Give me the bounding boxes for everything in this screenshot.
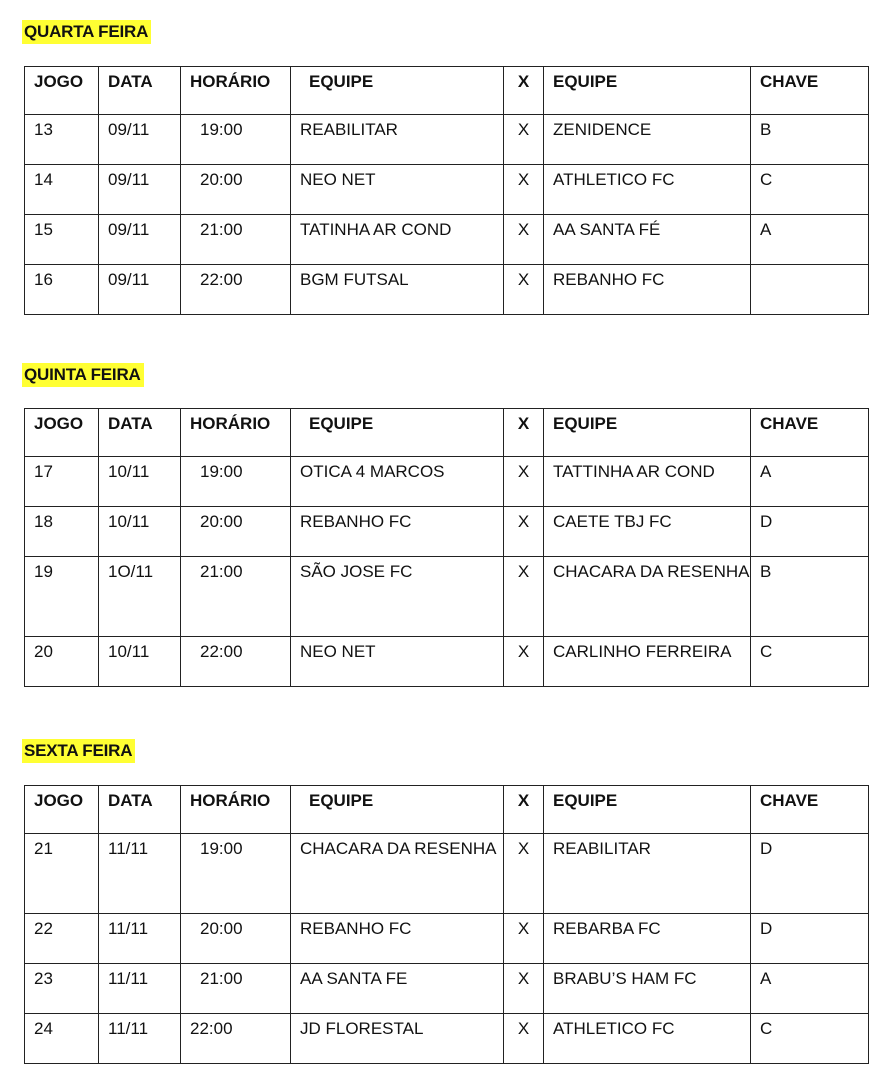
header-equipe-home: EQUIPE [291, 786, 504, 834]
cell-data: 09/11 [99, 165, 181, 215]
cell-horario: 21:00 [181, 215, 291, 265]
cell-x: X [504, 834, 544, 914]
cell-equipe-home: BGM FUTSAL [291, 265, 504, 315]
cell-jogo: 22 [25, 914, 99, 964]
table-header-row [25, 409, 869, 457]
cell-equipe-home: REBANHO FC [291, 507, 504, 557]
cell-jogo: 24 [25, 1014, 99, 1064]
cell-equipe-home: NEO NET [291, 637, 504, 687]
cell-x: X [504, 637, 544, 687]
cell-x: X [504, 457, 544, 507]
cell-chave: A [751, 215, 869, 265]
cell-data: 10/11 [99, 637, 181, 687]
header-horario: HORÁRIO [181, 786, 291, 834]
cell-jogo: 17 [25, 457, 99, 507]
cell-horario: 20:00 [181, 165, 291, 215]
day-title-quinta: QUINTA FEIRA [22, 363, 144, 387]
cell-chave: B [751, 115, 869, 165]
header-equipe-home: EQUIPE [291, 409, 504, 457]
header-equipe-away: EQUIPE [544, 67, 751, 115]
cell-jogo: 23 [25, 964, 99, 1014]
cell-equipe-home: JD FLORESTAL [291, 1014, 504, 1064]
header-x: X [504, 67, 544, 115]
cell-equipe-away: ZENIDENCE [544, 115, 751, 165]
table-row [25, 1014, 869, 1064]
cell-horario: 20:00 [181, 507, 291, 557]
header-chave: CHAVE [751, 409, 869, 457]
header-x: X [504, 786, 544, 834]
cell-equipe-away: CARLINHO FERREIRA [544, 637, 751, 687]
table-row [25, 964, 869, 1014]
cell-jogo: 20 [25, 637, 99, 687]
table-row [25, 914, 869, 964]
cell-x: X [504, 964, 544, 1014]
table-header-row [25, 786, 869, 834]
cell-data: 1O/11 [99, 557, 181, 637]
cell-data: 09/11 [99, 115, 181, 165]
cell-equipe-home: AA SANTA FE [291, 964, 504, 1014]
cell-horario: 21:00 [181, 964, 291, 1014]
cell-horario: 22:00 [181, 637, 291, 687]
header-data: DATA [99, 409, 181, 457]
cell-x: X [504, 215, 544, 265]
cell-data: 09/11 [99, 215, 181, 265]
header-equipe-away: EQUIPE [544, 786, 751, 834]
cell-chave: A [751, 457, 869, 507]
cell-data: 11/11 [99, 964, 181, 1014]
table-row [25, 165, 869, 215]
cell-jogo: 14 [25, 165, 99, 215]
cell-x: X [504, 165, 544, 215]
cell-x: X [504, 1014, 544, 1064]
cell-jogo: 15 [25, 215, 99, 265]
table-row [25, 215, 869, 265]
cell-jogo: 19 [25, 557, 99, 637]
table-row [25, 265, 869, 315]
cell-equipe-away: CHACARA DA RESENHA [544, 557, 751, 637]
header-chave: CHAVE [751, 67, 869, 115]
day-title-quarta: QUARTA FEIRA [22, 20, 151, 44]
table-header-row [25, 67, 869, 115]
cell-horario: 19:00 [181, 457, 291, 507]
cell-equipe-home: OTICA 4 MARCOS [291, 457, 504, 507]
cell-equipe-home: TATINHA AR COND [291, 215, 504, 265]
schedule-table-quinta [24, 408, 869, 687]
cell-chave: C [751, 165, 869, 215]
header-equipe-away: EQUIPE [544, 409, 751, 457]
header-x: X [504, 409, 544, 457]
cell-chave: A [751, 964, 869, 1014]
schedule-table-quarta [24, 66, 869, 315]
table-row [25, 637, 869, 687]
table-row [25, 834, 869, 914]
cell-equipe-away: ATHLETICO FC [544, 1014, 751, 1064]
cell-x: X [504, 557, 544, 637]
header-data: DATA [99, 786, 181, 834]
table-row [25, 507, 869, 557]
schedule-table-sexta [24, 785, 869, 1064]
cell-equipe-away: REBARBA FC [544, 914, 751, 964]
cell-data: 10/11 [99, 457, 181, 507]
header-equipe-home: EQUIPE [291, 67, 504, 115]
header-chave: CHAVE [751, 786, 869, 834]
cell-horario: 19:00 [181, 115, 291, 165]
header-jogo: JOGO [25, 786, 99, 834]
cell-equipe-away: AA SANTA FÉ [544, 215, 751, 265]
cell-equipe-away: TATTINHA AR COND [544, 457, 751, 507]
cell-horario: 20:00 [181, 914, 291, 964]
cell-horario: 22:00 [181, 1014, 291, 1064]
cell-equipe-away: ATHLETICO FC [544, 165, 751, 215]
cell-chave: D [751, 834, 869, 914]
header-jogo: JOGO [25, 409, 99, 457]
cell-jogo: 21 [25, 834, 99, 914]
cell-data: 11/11 [99, 834, 181, 914]
cell-x: X [504, 914, 544, 964]
cell-x: X [504, 507, 544, 557]
cell-chave: D [751, 914, 869, 964]
cell-x: X [504, 265, 544, 315]
cell-jogo: 18 [25, 507, 99, 557]
cell-chave: D [751, 507, 869, 557]
cell-equipe-home: CHACARA DA RESENHA [291, 834, 504, 914]
cell-equipe-home: NEO NET [291, 165, 504, 215]
cell-chave: C [751, 1014, 869, 1064]
table-row [25, 457, 869, 507]
header-horario: HORÁRIO [181, 67, 291, 115]
cell-data: 11/11 [99, 914, 181, 964]
cell-chave: B [751, 557, 869, 637]
table-row [25, 115, 869, 165]
cell-chave [751, 265, 869, 315]
cell-chave: C [751, 637, 869, 687]
cell-data: 11/11 [99, 1014, 181, 1064]
cell-horario: 19:00 [181, 834, 291, 914]
header-data: DATA [99, 67, 181, 115]
cell-equipe-away: BRABU’S HAM FC [544, 964, 751, 1014]
day-title-sexta: SEXTA FEIRA [22, 739, 135, 763]
cell-equipe-away: REBANHO FC [544, 265, 751, 315]
header-jogo: JOGO [25, 67, 99, 115]
cell-equipe-away: REABILITAR [544, 834, 751, 914]
header-horario: HORÁRIO [181, 409, 291, 457]
cell-jogo: 16 [25, 265, 99, 315]
cell-horario: 21:00 [181, 557, 291, 637]
cell-equipe-home: REABILITAR [291, 115, 504, 165]
cell-equipe-home: SÃO JOSE FC [291, 557, 504, 637]
cell-equipe-home: REBANHO FC [291, 914, 504, 964]
cell-horario: 22:00 [181, 265, 291, 315]
cell-jogo: 13 [25, 115, 99, 165]
cell-data: 09/11 [99, 265, 181, 315]
cell-x: X [504, 115, 544, 165]
cell-equipe-away: CAETE TBJ FC [544, 507, 751, 557]
cell-data: 10/11 [99, 507, 181, 557]
table-row [25, 557, 869, 637]
